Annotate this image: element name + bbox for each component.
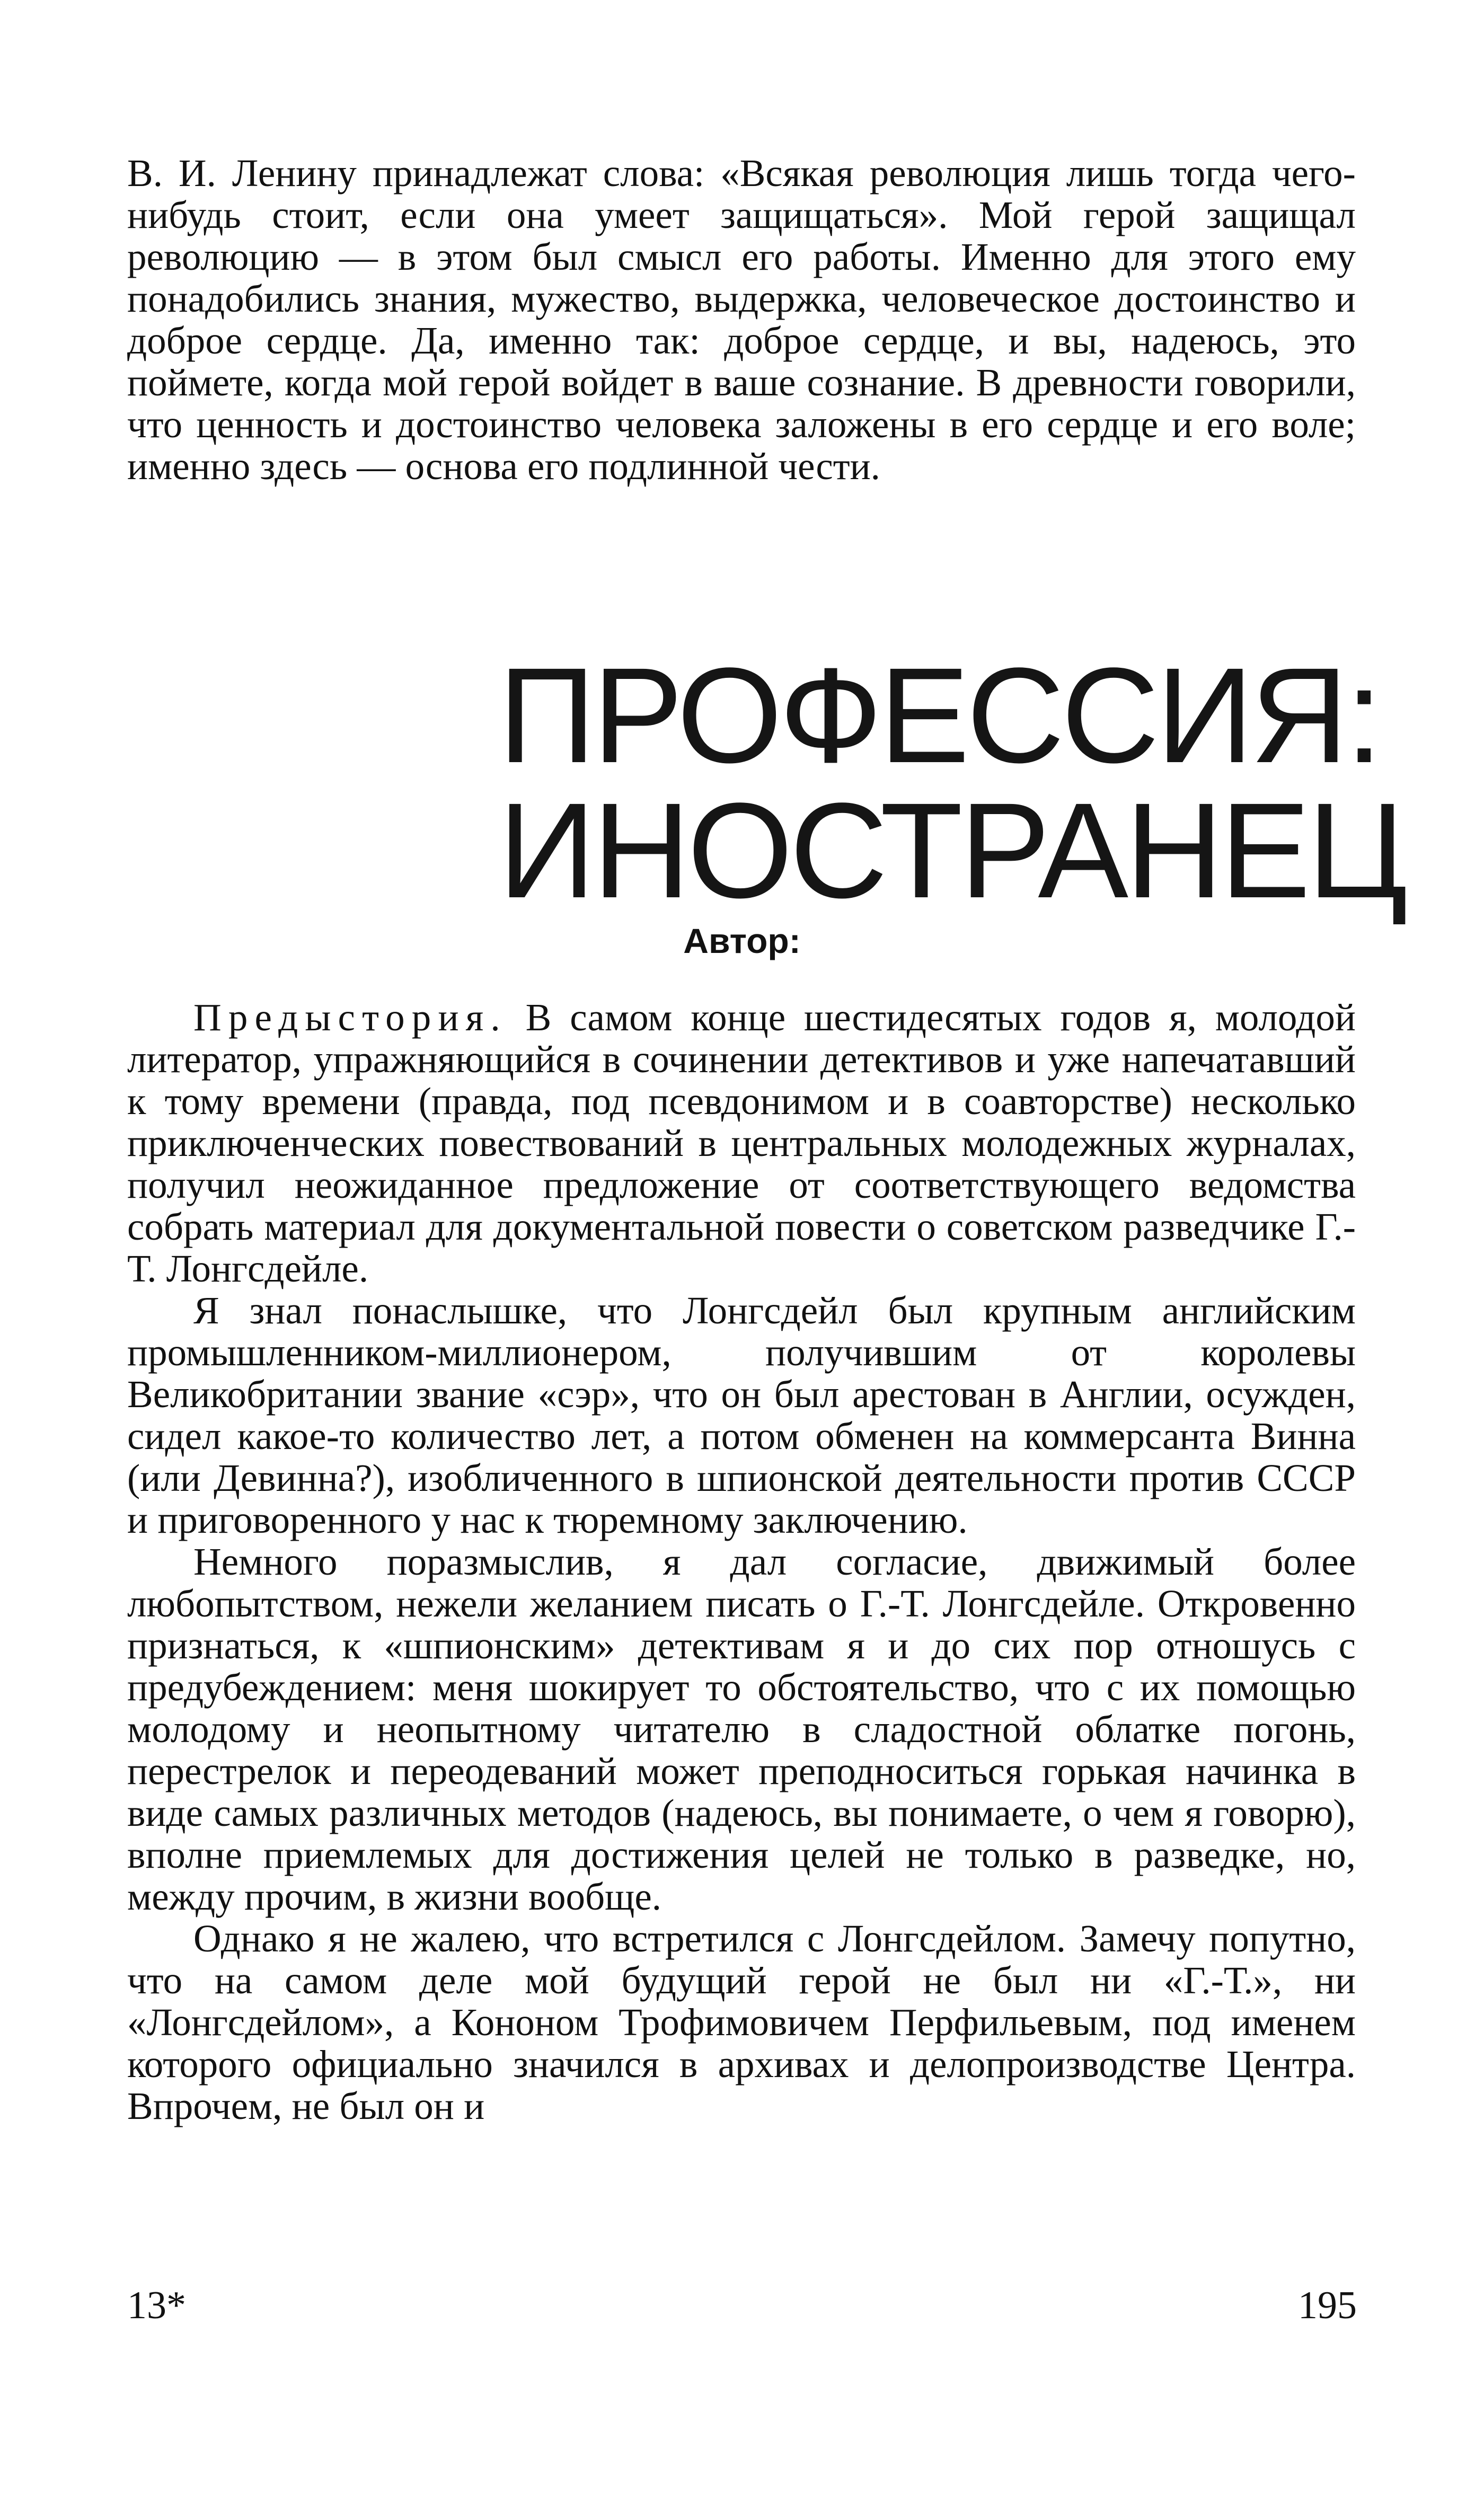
chapter-title-line-2: ИНОСТРАНЕЦ [498, 775, 1405, 926]
paragraph-1-text: В самом конце шестидесятых годов я, молодой литератор, упражняющийся в сочинении детективов и уже напечатавший к тому времени (правда, под псевдонимом и в соавторстве) несколько приключенческих повествований в центральных молодежных журналах, получил неожиданное предложение от соответствующего ведомства собрать материал для документальной повести о советском разведчике Г.-Т. Лонгсдейле. [127, 996, 1356, 1290]
author-label: Автор: [683, 921, 801, 960]
paragraph-1 [127, 996, 1356, 1289]
intro-paragraph: В. И. Ленину принадлежат слова: «Всякая революция лишь тогда чего-нибудь стоит, если она умеет защищаться». Мой герой защищал революцию — в этом был смысл его работы. Именно для этого ему понадобились знания, мужество, выдержка, человеческое достоинство и доброе сердце. Да, именно так: доброе сердце, и вы, надеюсь, это поймете, когда мой герой войдет в ваше сознание. В древности говорили, что ценность и достоинство человека заложены в его сердце и его воле; именно здесь — основа его подлинной чести. [127, 152, 1356, 488]
paragraph-4: Однако я не жалею, что встретился с Лонгсдейлом. Замечу попутно, что на самом деле мой будущий герой не был ни «Г.-Т.», ни «Лонгсдейлом», а Кононом Трофимовичем Перфильевым, под именем которого официально значился в архивах и делопроизводстве Центра. Впрочем, не был он и [127, 1917, 1356, 2127]
chapter-title-line-1: ПРОФЕССИЯ: [498, 640, 1380, 791]
page-number: 195 [1298, 2284, 1357, 2327]
intro-paragraph-block [127, 152, 1356, 487]
printer-signature: 13* [127, 2284, 186, 2327]
paragraph-1-lead: Предыстория. [193, 996, 507, 1039]
main-text [127, 996, 1356, 2127]
paragraph-2: Я знал понаслышке, что Лонгсдейл был крупным английским промышленником-миллионером, получившим от королевы Великобритании звание «сэр», что он был арестован в Англии, осужден, сидел какое-то количество лет, а потом обменен на коммерсанта Винна (или Девинна?), изобличенного в шпионской деятельности против СССР и приговоренного у нас к тюремному заключению. [127, 1289, 1356, 1541]
paragraph-3: Немного поразмыслив, я дал согласие, движимый более любопытством, нежели желанием писать о Г.-Т. Лонгсдейле. Откровенно признаться, к «шпионским» детективам я и до сих пор отношусь с предубеждением: меня шокирует то обстоятельство, что с их помощью молодому и неопытному читателю в сладостной облатке погонь, перестрелок и переодеваний может преподноситься горькая начинка в виде самых различных методов (надеюсь, вы понимаете, о чем я говорю), вполне приемлемых для достижения целей не только в разведке, но, между прочим, в жизни вообще. [127, 1540, 1356, 1918]
